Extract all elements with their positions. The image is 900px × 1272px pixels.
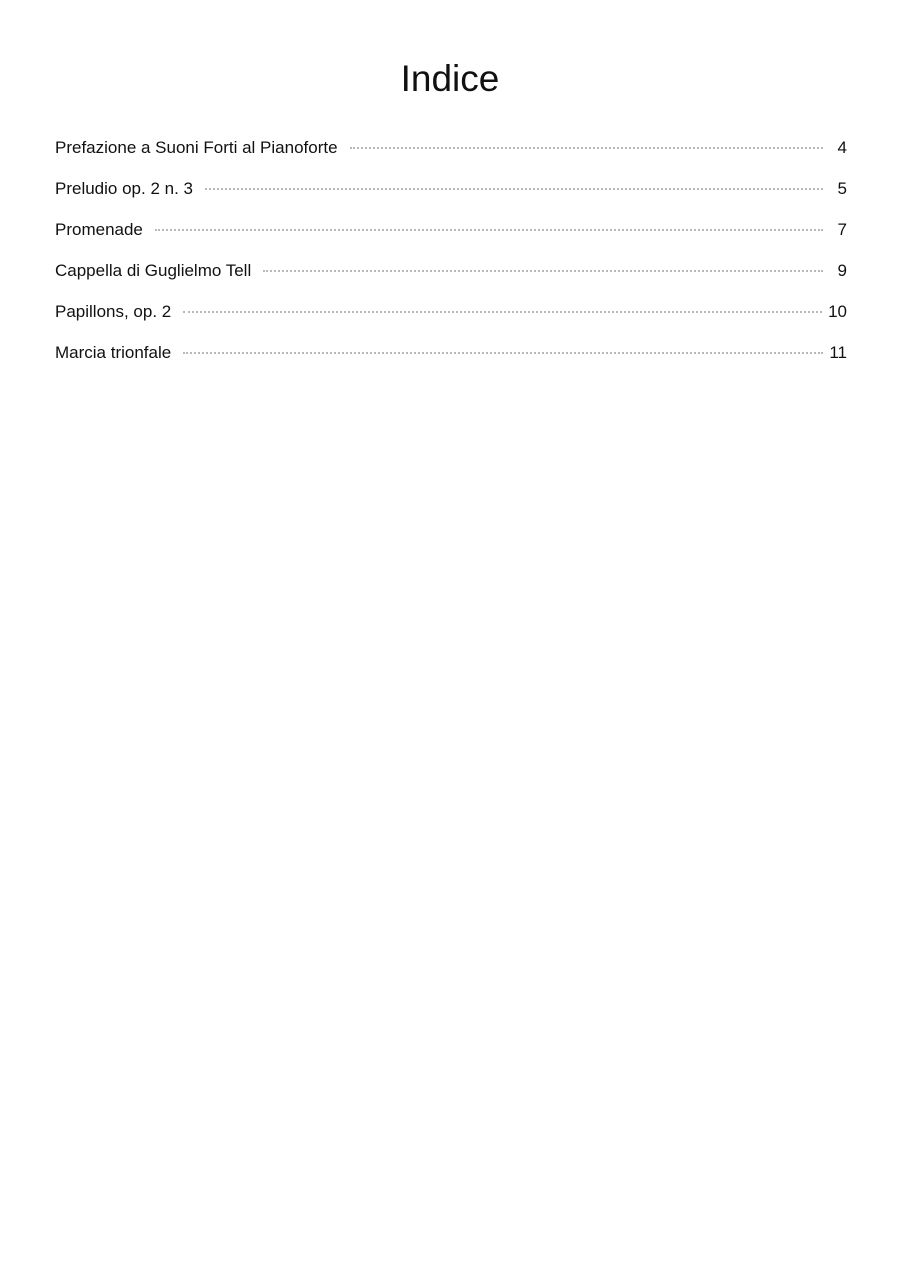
toc-entry-page: 10 bbox=[828, 302, 847, 321]
dot-leader bbox=[350, 147, 823, 149]
toc-entry-page: 4 bbox=[837, 138, 847, 157]
toc-entry-page: 11 bbox=[829, 343, 847, 362]
dot-leader bbox=[205, 188, 823, 190]
toc-entry-title: Preludio op. 2 n. 3 bbox=[55, 179, 193, 198]
dot-leader bbox=[155, 229, 823, 231]
page-title: Indice bbox=[400, 58, 500, 99]
toc-entry[interactable] bbox=[55, 175, 847, 216]
toc-entry-title: Cappella di Guglielmo Tell bbox=[55, 261, 252, 280]
toc-entry-title: Prefazione a Suoni Forti al Pianoforte bbox=[55, 138, 338, 157]
toc-entry-title: Papillons, op. 2 bbox=[55, 302, 172, 321]
dot-leader bbox=[183, 311, 822, 313]
toc-entry-page: 5 bbox=[837, 179, 847, 198]
toc-entry-title: Promenade bbox=[55, 220, 143, 239]
toc-entry-page: 9 bbox=[837, 261, 847, 280]
toc-entry[interactable] bbox=[55, 298, 847, 339]
toc-entry-page: 7 bbox=[837, 220, 847, 239]
toc-entry[interactable] bbox=[55, 257, 847, 298]
toc-entry[interactable] bbox=[55, 339, 847, 380]
toc-entry[interactable] bbox=[55, 216, 847, 257]
table-of-contents bbox=[55, 134, 847, 380]
toc-entry-title: Marcia trionfale bbox=[55, 343, 172, 362]
toc-entry[interactable] bbox=[55, 134, 847, 175]
dot-leader bbox=[263, 270, 823, 272]
dot-leader bbox=[183, 352, 823, 354]
